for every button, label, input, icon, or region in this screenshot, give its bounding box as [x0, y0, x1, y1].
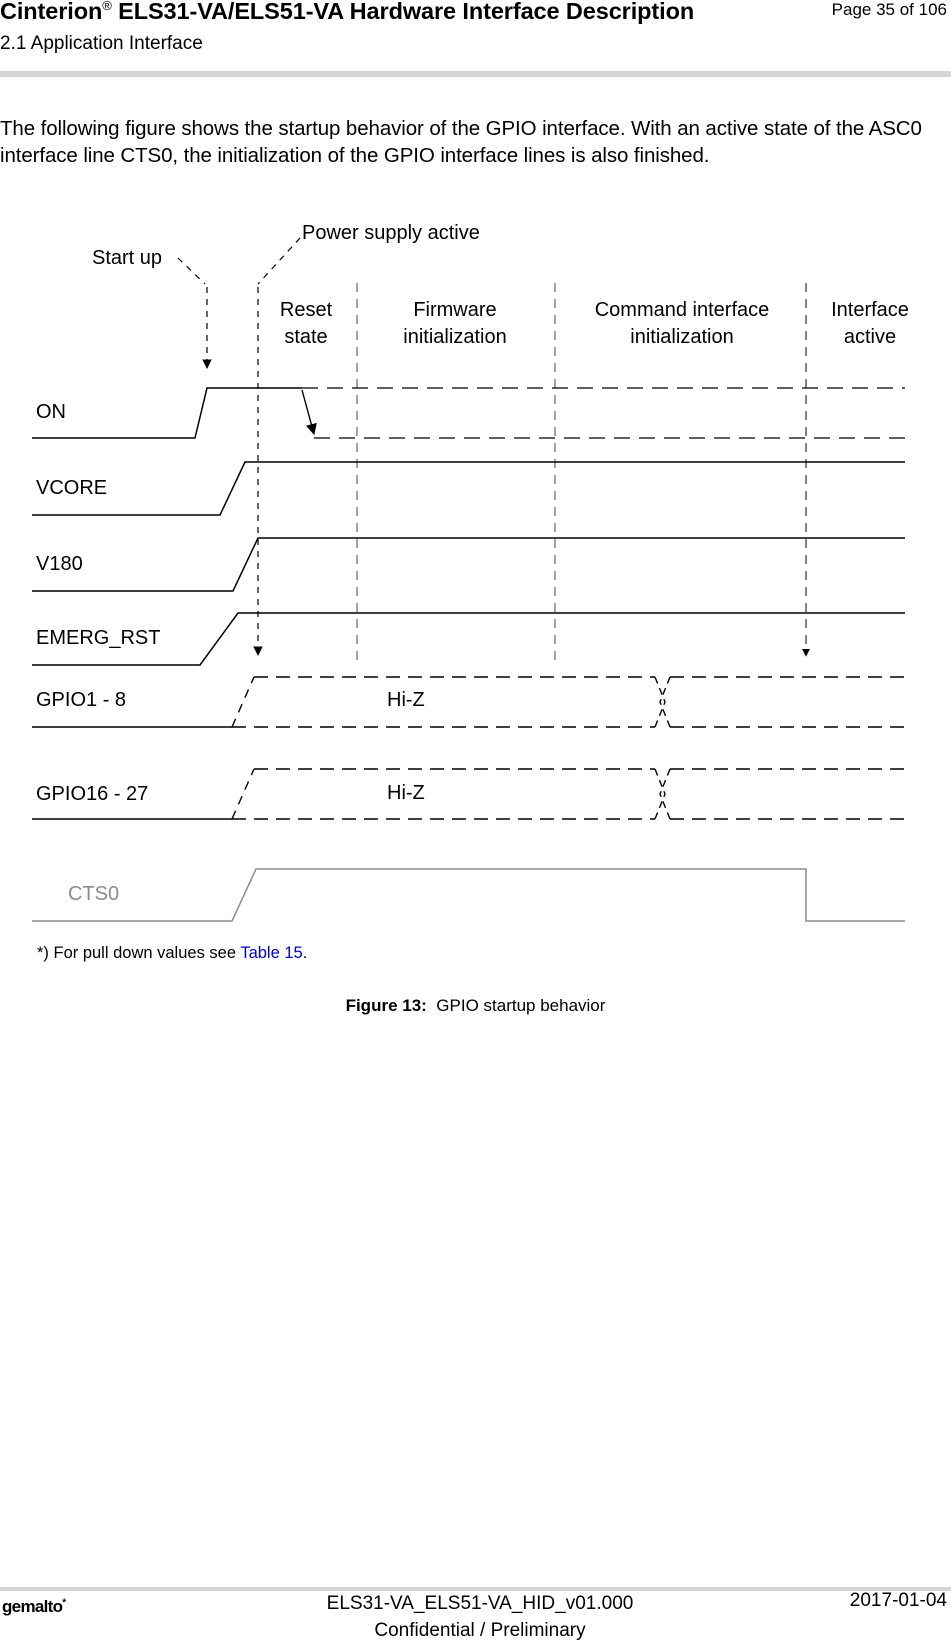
header-divider: [0, 71, 951, 77]
figure-caption: Figure 13: GPIO startup behavior: [345, 996, 606, 1015]
page-number: Page 35 of 106: [831, 0, 947, 19]
phase-interface-active: [831, 299, 909, 348]
signal-trace-vcore: [32, 462, 905, 515]
signal-trace-gpio1-8: [32, 677, 905, 727]
section-reference: 2.1 Application Interface: [0, 33, 203, 54]
hiz-label-gpio1-8: Hi-Z: [387, 689, 425, 711]
footer-document-info: [300, 1590, 660, 1644]
phase-reset-state: [280, 299, 333, 348]
document-title: Cinterion® ELS31-VA/ELS51-VA Hardware Interface Description: [0, 0, 695, 24]
signal-label-gpio16-27: GPIO16 - 27: [36, 783, 149, 805]
signal-label-on: ON: [36, 401, 66, 423]
signal-trace-emerg-rst: [32, 613, 905, 665]
hiz-label-gpio16-27: Hi-Z: [387, 782, 425, 804]
svg-text:state: state: [284, 326, 328, 348]
signal-label-cts0: CTS0: [68, 883, 120, 905]
signal-label-vcore: VCORE: [36, 477, 108, 499]
diagram-footnote: *) For pull down values see Table 15.: [37, 944, 308, 962]
svg-text:Command interface: Command interface: [594, 299, 770, 321]
intro-paragraph: The following figure shows the startup behavior of the GPIO interface. With an active state of the ASC0 interface line CTS0, the initialization of the GPIO interface lines is also finished.: [0, 117, 922, 167]
start-up-pointer: [178, 258, 207, 368]
signal-label-v180: V180: [36, 553, 83, 575]
svg-text:initialization: initialization: [403, 326, 507, 348]
gpio-startup-timing-diagram: [0, 190, 951, 970]
phase-firmware-initialization: [403, 299, 506, 348]
page-header: [0, 0, 951, 80]
confidentiality-note: Confidential / Preliminary: [374, 1620, 586, 1641]
signal-label-gpio1-8: GPIO1 - 8: [36, 689, 127, 711]
signal-trace-on: [32, 388, 905, 438]
phase-command-interface-initialization: [595, 299, 770, 348]
svg-text:Reset: Reset: [279, 299, 333, 321]
document-date: 2017-01-04: [849, 1590, 947, 1611]
signal-label-emerg-rst: EMERG_RST: [36, 627, 161, 649]
power-supply-active-label: Power supply active: [302, 222, 480, 244]
svg-text:Firmware: Firmware: [413, 299, 497, 321]
svg-text:Interface: Interface: [831, 299, 909, 321]
signal-trace-cts0: [32, 869, 905, 921]
signal-trace-gpio16-27: [32, 769, 905, 819]
signal-trace-v180: [32, 538, 905, 591]
svg-text:initialization: initialization: [630, 326, 734, 348]
start-up-label: Start up: [92, 247, 163, 269]
svg-text:active: active: [843, 326, 897, 348]
gemalto-logo: gemalto*: [2, 1597, 66, 1616]
table-15-link[interactable]: Table 15: [240, 944, 303, 962]
document-id: ELS31-VA_ELS51-VA_HID_v01.000: [326, 1593, 634, 1614]
